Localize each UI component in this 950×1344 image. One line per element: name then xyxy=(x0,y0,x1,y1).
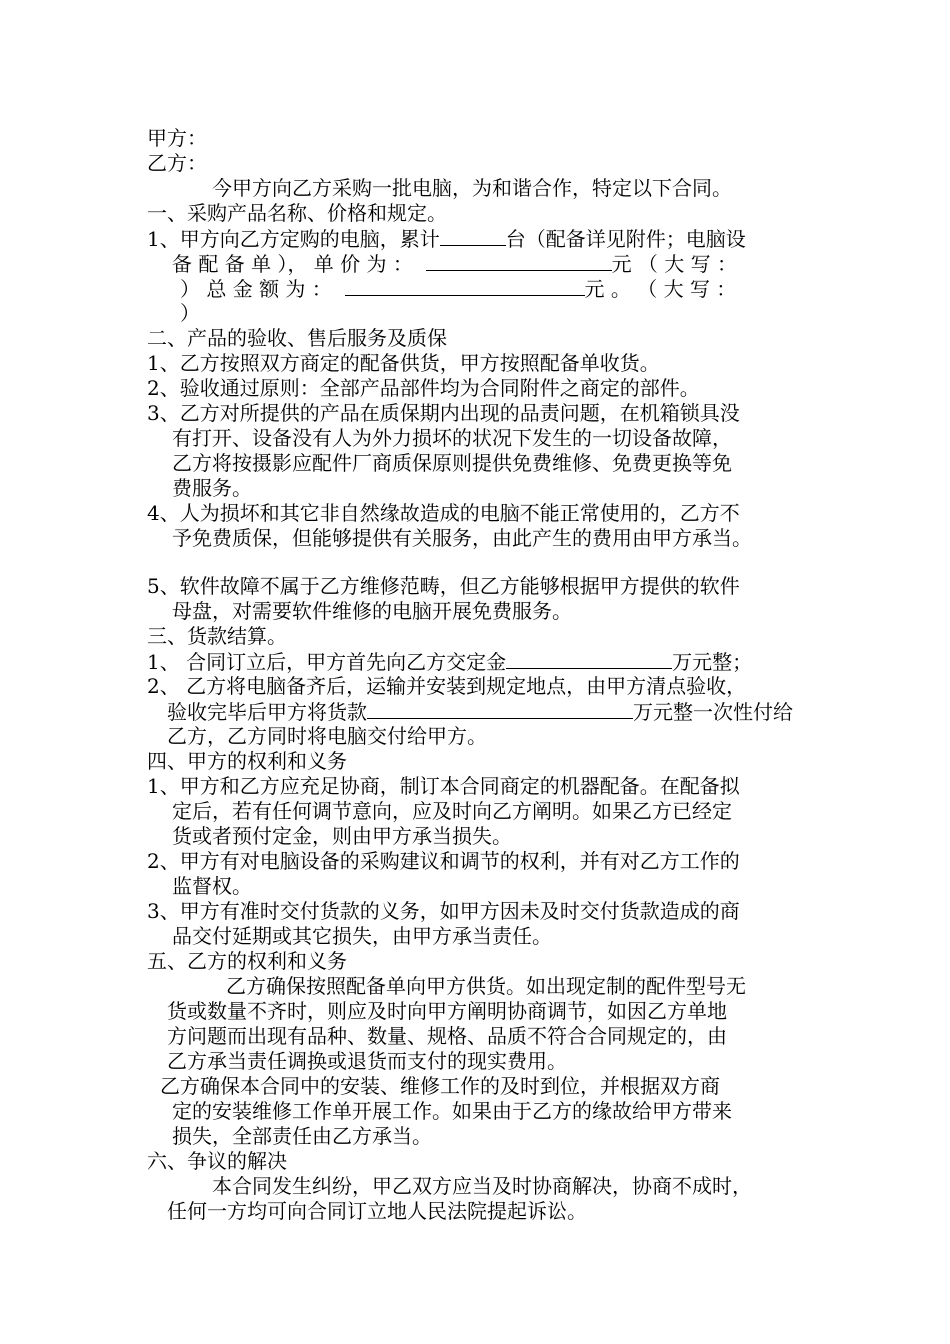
section-2-item-3-line-4: 费服务。 xyxy=(172,476,252,500)
deposit-blank[interactable] xyxy=(506,649,672,669)
total-amount-blank[interactable] xyxy=(345,276,585,296)
text: 备 配 备 单 ）， 单 价 为 ： xyxy=(172,252,413,276)
text: 元 。 （ 大 写 ： xyxy=(584,277,737,301)
section-1-item-1-line-4: ） xyxy=(180,301,200,325)
section-3-item-2-line-3: 乙方，乙方同时将电脑交付给甲方。 xyxy=(167,724,487,748)
section-3-item-2-line-2 xyxy=(167,699,793,725)
section-2-item-3-line-2: 有打开、设备没有人为外力损坏的状况下发生的一切设备故障， xyxy=(172,426,732,450)
section-4-item-3-line-2: 品交付延期或其它损失，由甲方承当责任。 xyxy=(172,924,552,948)
section-1-item-1-line-1 xyxy=(147,226,746,252)
section-6-para-line-2: 任何一方均可向合同订立地人民法院提起诉讼。 xyxy=(167,1199,587,1223)
section-4-heading: 四、甲方的权利和义务 xyxy=(147,749,347,773)
section-5-para-2-line-2: 定的安装维修工作单开展工作。如果由于乙方的缘故给甲方带来 xyxy=(172,1099,732,1123)
section-1-item-1-line-2 xyxy=(172,251,737,277)
section-2-item-2: 2、验收通过原则：全部产品部件均为合同附件之商定的部件。 xyxy=(147,376,700,400)
text: 万元整一次性付给 xyxy=(633,700,793,724)
section-6-para-line-1: 本合同发生纠纷，甲乙双方应当及时协商解决，协商不成时， xyxy=(212,1174,752,1198)
section-2-item-1: 1、乙方按照双方商定的配备供货，甲方按照配备单收货。 xyxy=(147,351,660,375)
text: 1、甲方向乙方定购的电脑，累计 xyxy=(147,227,440,251)
section-5-para-1-line-4: 乙方承当责任调换或退货而支付的现实费用。 xyxy=(167,1049,567,1073)
section-2-item-5-line-1: 5、软件故障不属于乙方维修范畴，但乙方能够根据甲方提供的软件 xyxy=(147,574,740,598)
section-2-item-3-line-3: 乙方将按摄影应配件厂商质保原则提供免费维修、免费更换等免 xyxy=(172,451,732,475)
payment-blank[interactable] xyxy=(367,699,633,719)
section-5-para-1-line-2: 货或数量不齐时，则应及时向甲方阐明协商调节，如因乙方单地 xyxy=(167,999,727,1023)
intro-text: 今甲方向乙方采购一批电脑，为和谐合作，特定以下合同。 xyxy=(212,176,732,200)
section-4-item-3-line-1: 3、甲方有准时交付货款的义务，如甲方因未及时交付货款造成的商 xyxy=(147,899,740,923)
quantity-blank[interactable] xyxy=(440,226,506,246)
section-2-item-4-line-2: 予免费质保，但能够提供有关服务，由此产生的费用由甲方承当。 xyxy=(172,526,752,550)
party-a-label: 甲方： xyxy=(147,126,207,150)
section-4-item-1-line-2: 定后，若有任何调节意向，应及时向乙方阐明。如果乙方已经定 xyxy=(172,799,732,823)
section-6-heading: 六、争议的解决 xyxy=(147,1149,287,1173)
text: ） 总 金 额 为 ： xyxy=(180,277,332,301)
section-2-item-4-line-1: 4、人为损坏和其它非自然缘故造成的电脑不能正常使用的，乙方不 xyxy=(147,501,740,525)
section-3-item-2-line-1: 2、 乙方将电脑备齐后，运输并安装到规定地点，由甲方清点验收， xyxy=(147,674,747,698)
text: 万元整； xyxy=(672,650,753,674)
section-1-heading: 一、采购产品名称、价格和规定。 xyxy=(147,201,447,225)
section-5-heading: 五、乙方的权利和义务 xyxy=(147,949,347,973)
section-4-item-2-line-2: 监督权。 xyxy=(172,874,252,898)
section-3-item-1 xyxy=(147,649,752,675)
text: 台（配备详见附件；电脑设 xyxy=(505,227,746,251)
party-b-label: 乙方： xyxy=(147,151,207,175)
section-2-item-5-line-2: 母盘，对需要软件维修的电脑开展免费服务。 xyxy=(172,599,572,623)
section-5-para-1-line-3: 方问题而出现有品种、数量、规格、品质不符合合同规定的，由 xyxy=(167,1024,727,1048)
section-1-item-1-line-3 xyxy=(180,276,736,302)
section-4-item-1-line-3: 货或者预付定金，则由甲方承当损失。 xyxy=(172,824,512,848)
section-4-item-1-line-1: 1、甲方和乙方应充足协商，制订本合同商定的机器配备。在配备拟 xyxy=(147,774,740,798)
section-5-para-2-line-1: 乙方确保本合同中的安装、维修工作的及时到位，并根据双方商 xyxy=(160,1074,720,1098)
section-2-heading: 二、产品的验收、售后服务及质保 xyxy=(147,326,447,350)
section-2-item-3-line-1: 3、乙方对所提供的产品在质保期内出现的品责问题，在机箱锁具没 xyxy=(147,401,740,425)
section-3-heading: 三、货款结算。 xyxy=(147,624,287,648)
text: 验收完毕后甲方将货款 xyxy=(167,700,367,724)
text: 元 （ 大 写 ： xyxy=(611,252,738,276)
section-4-item-2-line-1: 2、甲方有对电脑设备的采购建议和调节的权利，并有对乙方工作的 xyxy=(147,849,740,873)
unit-price-blank[interactable] xyxy=(426,251,612,271)
section-5-para-1-line-1: 乙方确保按照配备单向甲方供货。如出现定制的配件型号无 xyxy=(226,974,746,998)
section-5-para-2-line-3: 损失，全部责任由乙方承当。 xyxy=(172,1124,432,1148)
text: 1、 合同订立后，甲方首先向乙方交定金 xyxy=(147,650,507,674)
